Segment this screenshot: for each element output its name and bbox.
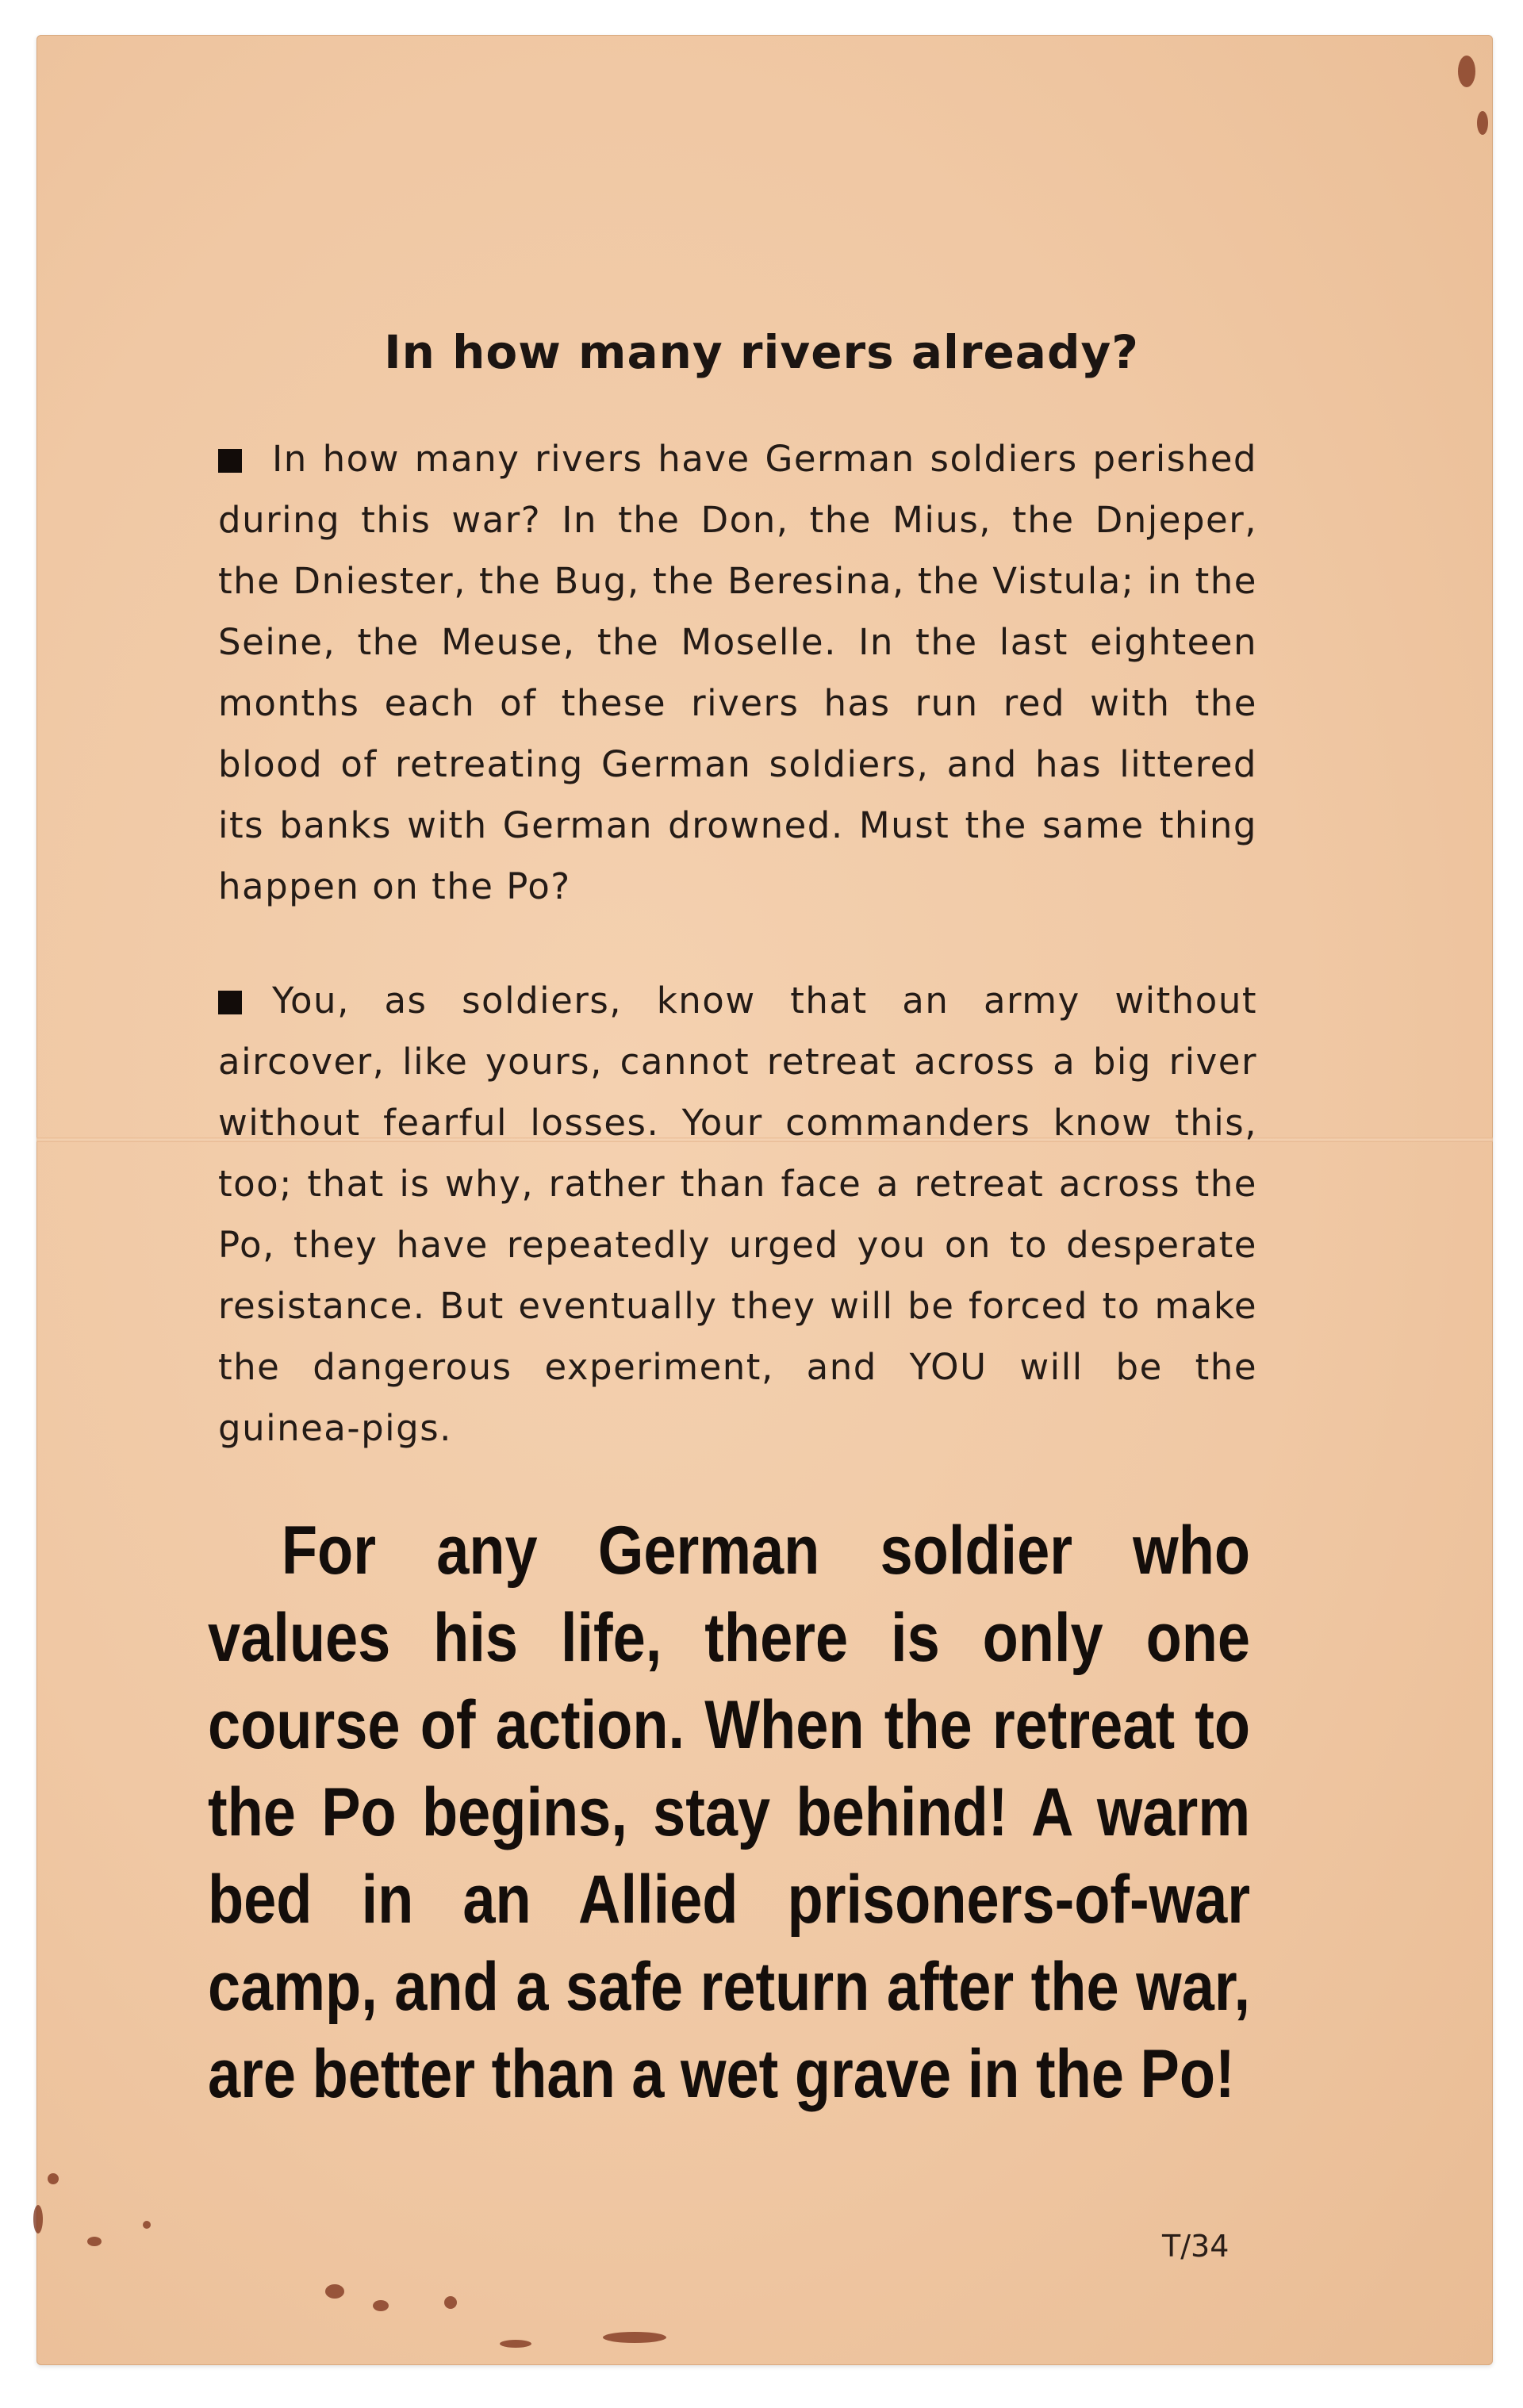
leaflet-code: T/34 xyxy=(1162,2229,1230,2264)
paragraph-rivers-text: In how many rivers have German soldiers perished during this war? In the Don, the Mius, the Dnjeper, the Dniester, the Bug, the Beresina, the Vistula; in the Seine, the Meuse, the Moselle. In the last eighteen months each of these rivers has run red with the blood of retreating German soldiers, and has littered its banks with German drowned. Must the same thing happen on the Po? xyxy=(218,438,1257,907)
bullet-square-icon xyxy=(218,991,242,1014)
rust-stain xyxy=(48,2173,59,2184)
paragraph-retreat-text: You, as soldiers, know that an army without aircover, like yours, cannot retreat across a big river without fearful losses. Your commanders know this, too; that is why, rather than face a retreat across the Po, they have repeatedly urged you on to desperate resistance. But eventually they will be forced to make the dangerous experiment, and YOU will be the guinea-pigs. xyxy=(218,980,1257,1449)
rust-stain xyxy=(500,2340,531,2348)
rust-stain xyxy=(444,2296,457,2309)
paragraph-rivers xyxy=(218,428,1257,917)
rust-stain xyxy=(603,2332,666,2343)
bullet-square-icon xyxy=(218,449,242,473)
rust-stain xyxy=(325,2284,344,2299)
rust-stain xyxy=(143,2221,151,2229)
rust-stain xyxy=(87,2237,102,2246)
leaflet-title: In how many rivers already? xyxy=(384,325,1139,379)
rust-stain xyxy=(33,2205,43,2234)
rust-stain xyxy=(1477,111,1488,135)
rust-stain xyxy=(373,2300,389,2311)
callout-stay-behind: For any German soldier who values his life, there is only one course of action. When the retreat to the Po begins, stay behind! A warm bed in an Allied prisoners-of-war camp, and a safe return after the war, are better than a wet grave in the Po! xyxy=(208,1513,1251,2112)
rust-stain xyxy=(1458,56,1475,87)
paragraph-retreat xyxy=(218,970,1257,1459)
